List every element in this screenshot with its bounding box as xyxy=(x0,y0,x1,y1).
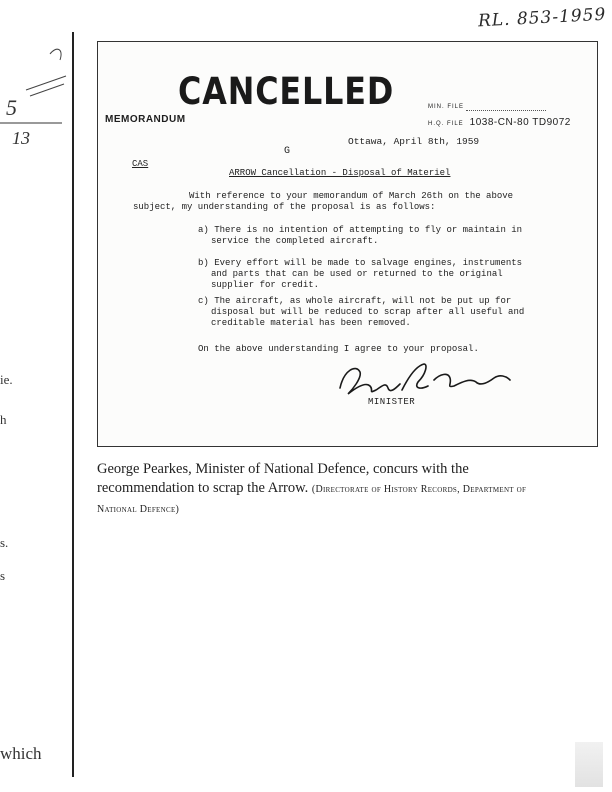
hq-file-label: H.Q. FILE xyxy=(428,121,464,127)
memo-subject xyxy=(229,168,450,178)
caption-source: (Directorate of History Records, Department of National Defence) xyxy=(97,484,527,515)
item-c-line-3: creditable material has been removed. xyxy=(211,318,411,328)
memo-item-c xyxy=(198,296,524,329)
item-c-line-1: c) The aircraft, as whole aircraft, will not be put up for xyxy=(198,296,512,306)
min-file-blank-line xyxy=(466,110,546,111)
memo-closing-line: On the above understanding I agree to your proposal. xyxy=(198,344,479,354)
margin-scribble xyxy=(20,40,72,100)
item-b-line-2: and parts that can be used or returned to the original xyxy=(211,269,503,279)
caption-text: George Pearkes, Minister of National Defence, concurs with the recommendation to scrap the Arrow. xyxy=(97,461,469,496)
memo-mark-g: G xyxy=(284,146,291,157)
memo-heading: MEMORANDUM xyxy=(105,114,186,125)
memo-subject-prefix: ARROW Cancellation - xyxy=(229,168,343,178)
figure-caption xyxy=(97,460,567,519)
memo-intro-paragraph xyxy=(133,191,513,213)
margin-fragment-which: which xyxy=(0,744,42,763)
margin-handwritten-13: 13 xyxy=(12,128,30,148)
item-a-line-1: a) There is no intention of attempting to fly or maintain in xyxy=(198,225,523,235)
memo-addressee: CAS xyxy=(132,159,149,169)
item-a-line-2: service the completed aircraft. xyxy=(211,236,379,246)
hq-file-value: 1038-CN-80 TD9072 xyxy=(469,117,571,128)
margin-fragment-s1: s. xyxy=(0,535,9,550)
margin-handwritten-5: 5 xyxy=(6,95,17,120)
intro-line-1: With reference to your memorandum of March 26th on the above xyxy=(189,191,514,201)
intro-line-2: subject, my understanding of the proposal is as follows: xyxy=(133,202,436,212)
min-file-label: MIN. FILE xyxy=(428,104,465,110)
handwritten-reference-number: RL. 853-1959 xyxy=(477,4,607,32)
page-binding-rule xyxy=(72,32,74,777)
item-b-line-1: b) Every effort will be made to salvage engines, instruments xyxy=(198,258,523,268)
signatory-title: MINISTER xyxy=(368,397,416,407)
item-c-line-2: disposal but will be reduced to scrap after all useful and xyxy=(211,307,525,317)
memo-item-a xyxy=(198,225,522,247)
scan-artifact xyxy=(575,742,603,787)
memo-subject-main: Disposal of Materiel xyxy=(342,168,451,178)
memo-date: Ottawa, April 8th, 1959 xyxy=(348,136,480,147)
margin-fragment-h: h xyxy=(0,412,7,427)
margin-fragment-ie: ie. xyxy=(0,372,13,387)
minister-signature xyxy=(330,360,520,402)
margin-fragment-s2: s xyxy=(0,568,6,583)
margin-rule xyxy=(0,118,64,128)
cancelled-stamp: CANCELLED xyxy=(178,70,395,113)
item-b-line-3: supplier for credit. xyxy=(211,280,320,290)
memo-item-b xyxy=(198,258,522,291)
hq-file-reference xyxy=(428,117,571,128)
